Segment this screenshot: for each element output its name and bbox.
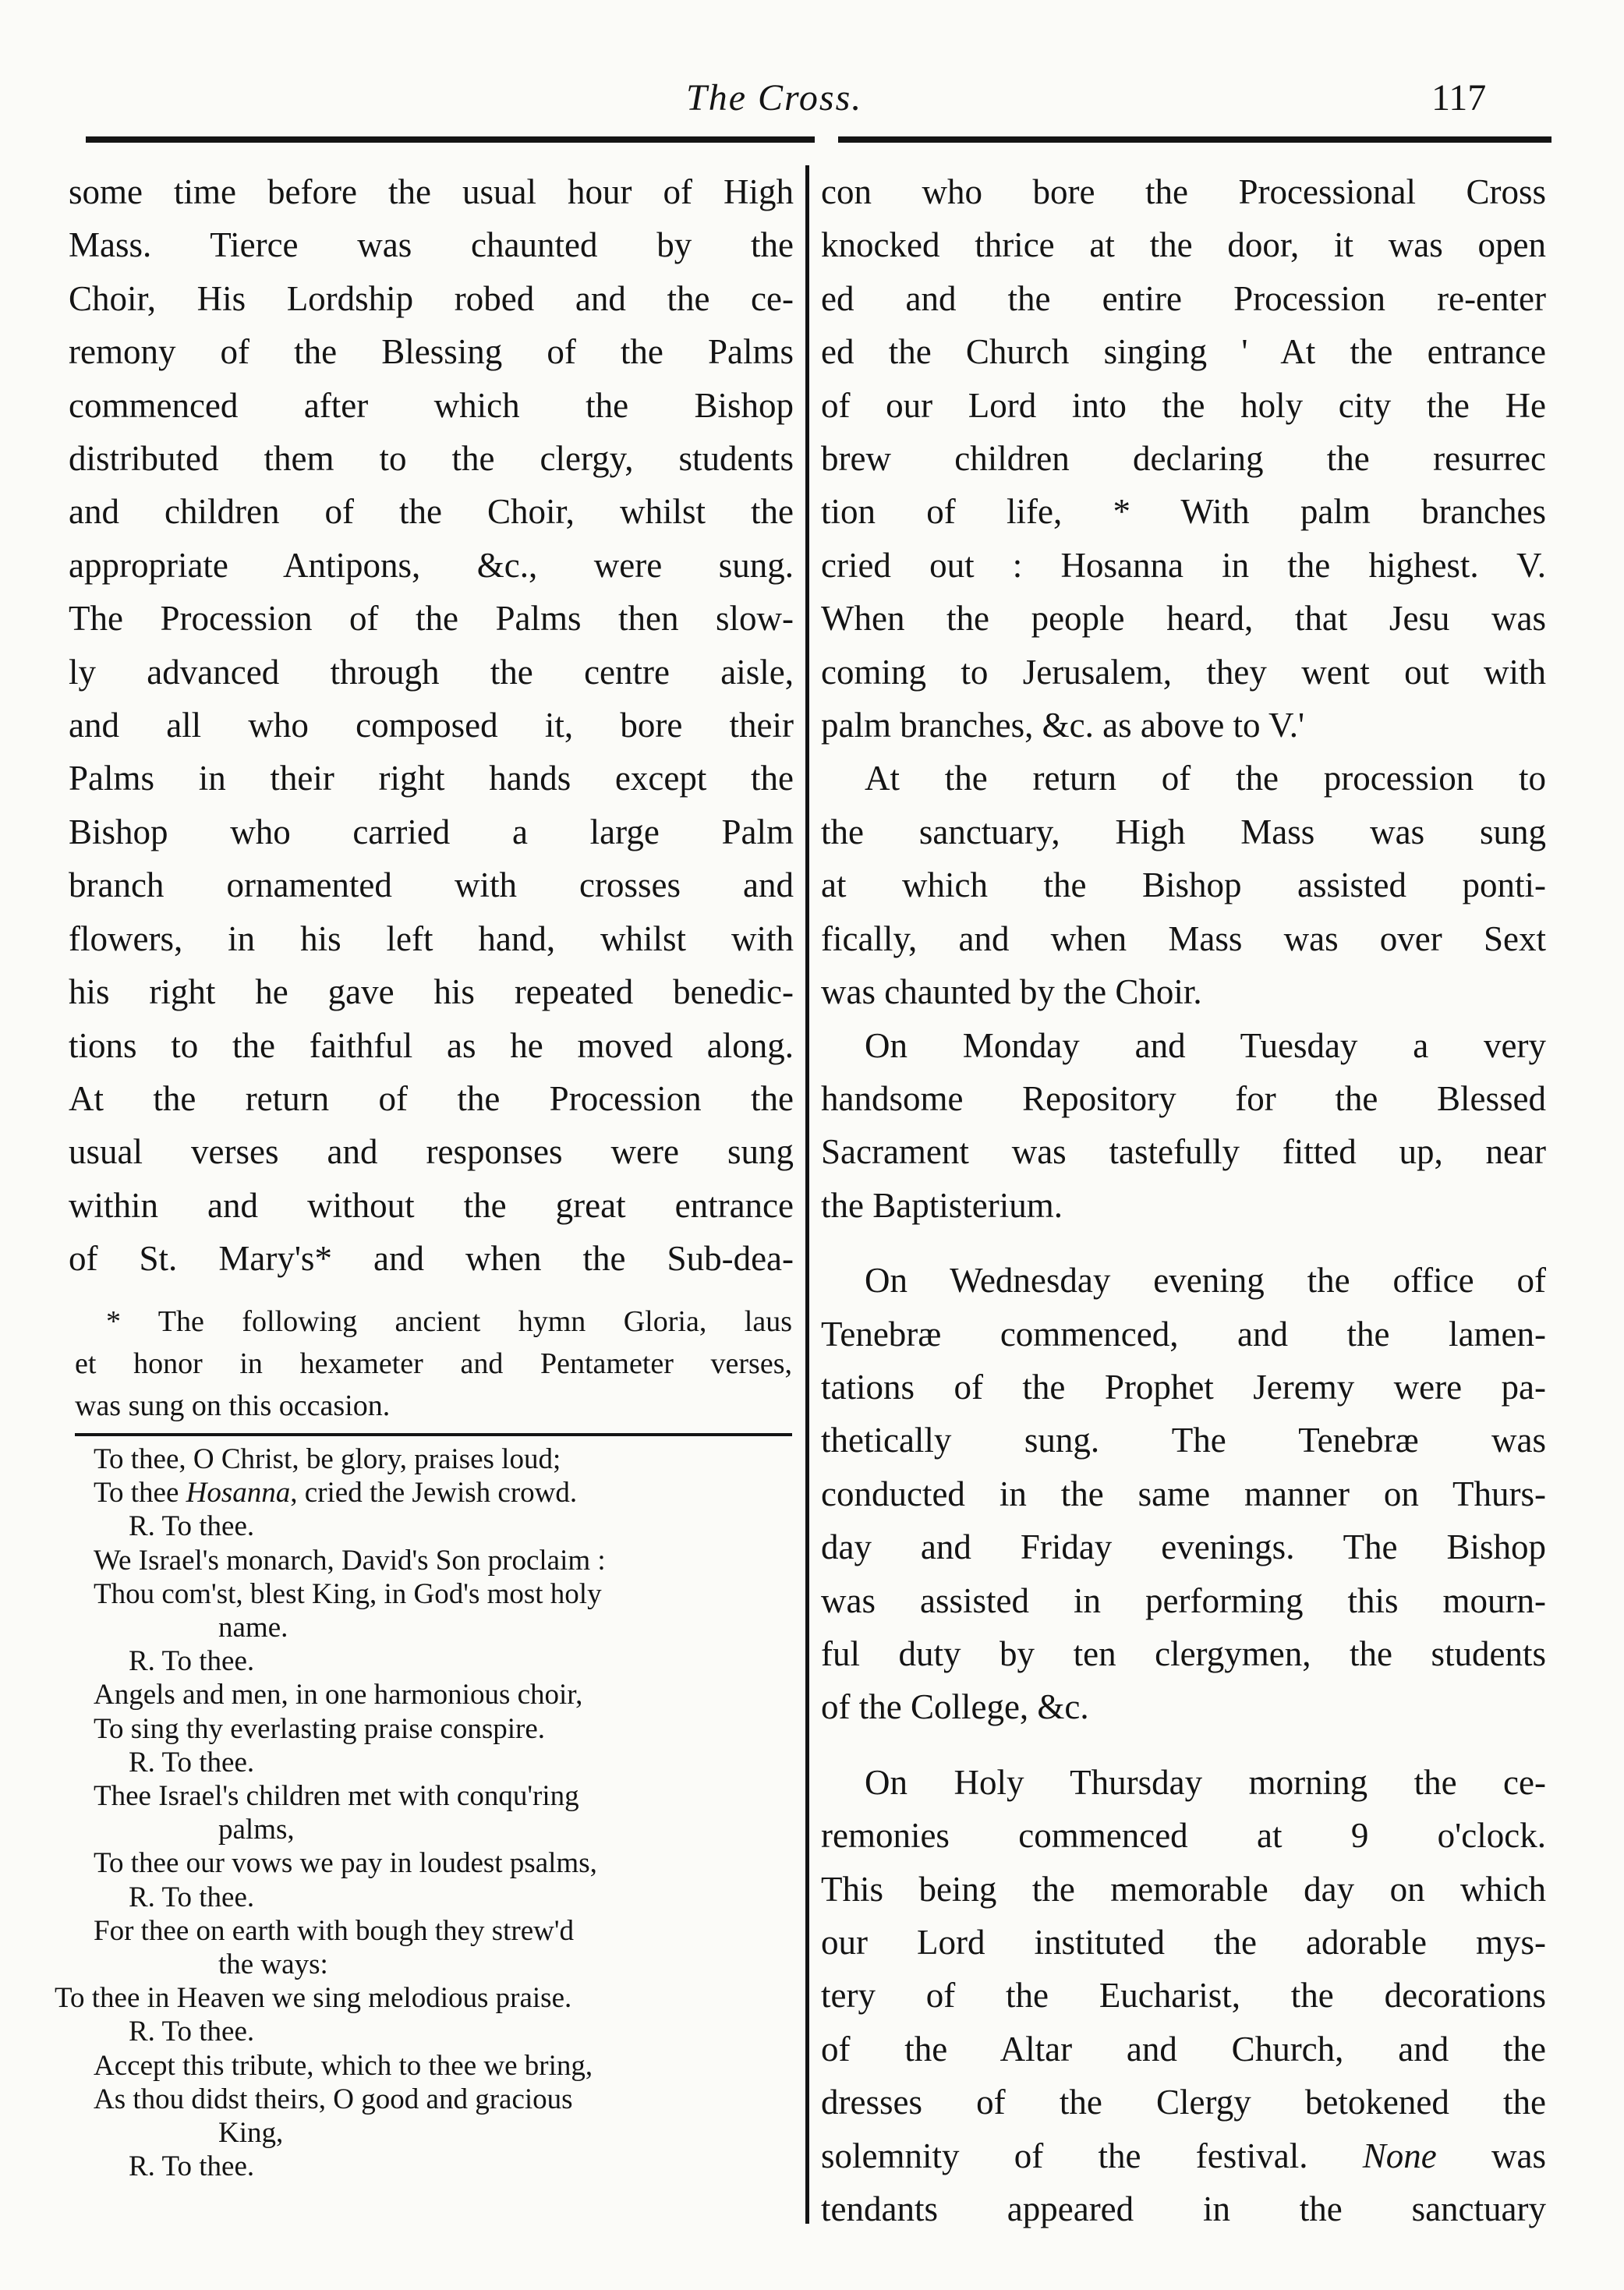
footnote-line: was sung on this occasion. xyxy=(75,1389,391,1422)
verse-line: To thee, O Christ, be glory, praises loud; xyxy=(94,1443,561,1475)
footnote-line: * The following ancient hymn Gloria, laus xyxy=(106,1305,792,1338)
paragraph-gap xyxy=(821,1734,1546,1756)
text-line: con who bore the Processional Cross xyxy=(821,172,1546,211)
column-divider xyxy=(805,165,809,2224)
text-line: cried out : Hosanna in the highest. V. xyxy=(821,545,1546,585)
footnote xyxy=(75,1301,792,1427)
paragraph-gap xyxy=(821,1232,1546,1254)
verse-line: palms, xyxy=(218,1814,295,1846)
verse-line: To sing thy everlasting praise conspire. xyxy=(94,1712,545,1745)
text-line: ful duty by ten clergymen, the students xyxy=(821,1633,1546,1673)
text-line: within and without the great entrance xyxy=(69,1185,794,1225)
text-line: tion of life, * With palm branches xyxy=(821,492,1546,532)
text-line: day and Friday evenings. The Bishop xyxy=(821,1527,1546,1567)
response-line: R. To thee. xyxy=(129,1746,255,1779)
text-line: the sanctuary, High Mass was sung xyxy=(821,812,1546,851)
text-line: solemnity of the festival. None was xyxy=(821,2136,1546,2175)
text-line: distributed them to the clergy, students xyxy=(69,439,794,479)
header-rule-gap xyxy=(815,126,838,148)
text-line: commenced after which the Bishop xyxy=(69,385,794,425)
text-line: of the College, &c. xyxy=(821,1687,1089,1727)
verse-line: To thee in Heaven we sing melodious praise. xyxy=(55,1982,572,2015)
text-line: was assisted in performing this mourn- xyxy=(821,1580,1546,1620)
footnote-rule xyxy=(75,1433,792,1436)
running-title: The Cross. xyxy=(686,77,863,119)
page-number: 117 xyxy=(1431,77,1487,119)
response-line: R. To thee. xyxy=(129,2150,255,2183)
text-line: At the return of the procession to xyxy=(865,759,1546,798)
text-line: ly advanced through the centre aisle, xyxy=(69,652,794,692)
text-line: branch ornamented with crosses and xyxy=(69,865,794,905)
response-line: R. To thee. xyxy=(129,1645,255,1678)
text-line: of St. Mary's* and when the Sub-dea- xyxy=(69,1239,794,1279)
text-line: Sacrament was tastefully fitted up, near xyxy=(821,1132,1546,1172)
text-line: usual verses and responses were sung xyxy=(69,1132,794,1172)
text-line: tendants appeared in the sanctuary xyxy=(821,2189,1546,2229)
text-line: Choir, His Lordship robed and the ce- xyxy=(69,278,794,318)
text-line: At the return of the Procession the xyxy=(69,1078,794,1118)
text-line: The Procession of the Palms then slow- xyxy=(69,599,794,639)
text-line: remony of the Blessing of the Palms xyxy=(69,332,794,372)
verse-line: Angels and men, in one harmonious choir, xyxy=(94,1679,583,1711)
text-line: handsome Repository for the Blessed xyxy=(821,1078,1546,1118)
left-column xyxy=(69,165,794,1286)
text-line: remonies commenced at 9 o'clock. xyxy=(821,1816,1546,1856)
text-line: This being the memorable day on which xyxy=(821,1869,1546,1909)
response-line: R. To thee. xyxy=(129,2016,255,2048)
text-line: palm branches, &c. as above to V.' xyxy=(821,706,1305,745)
verse-line: To thee our vows we pay in loudest psalms, xyxy=(94,1847,597,1880)
verse-line: We Israel's monarch, David's Son proclaim : xyxy=(94,1544,606,1577)
text-line: his right he gave his repeated benedic- xyxy=(69,972,794,1012)
text-line: of the Altar and Church, and the xyxy=(821,2029,1546,2069)
text-line: was chaunted by the Choir. xyxy=(821,972,1202,1012)
verse-line: For thee on earth with bough they strew'd xyxy=(94,1914,575,1947)
text-line: coming to Jerusalem, they went out with xyxy=(821,652,1546,692)
text-line: tations of the Prophet Jeremy were pa- xyxy=(821,1367,1546,1407)
hymn-translation xyxy=(55,1442,795,2183)
response-line: R. To thee. xyxy=(129,1881,255,1913)
verse-line: name. xyxy=(218,1612,288,1644)
text-line: our Lord instituted the adorable mys- xyxy=(821,1923,1546,1962)
text-line: appropriate Antipons, &c., were sung. xyxy=(69,545,794,585)
right-column xyxy=(821,165,1546,2235)
text-line: flowers, in his left hand, whilst with xyxy=(69,918,794,958)
response-line: R. To thee. xyxy=(129,1510,255,1543)
text-line: brew children declaring the resurrec xyxy=(821,439,1546,479)
text-line: of our Lord into the holy city the He xyxy=(821,385,1546,425)
text-line: Bishop who carried a large Palm xyxy=(69,812,794,851)
text-line: at which the Bishop assisted ponti- xyxy=(821,865,1546,905)
text-line: Palms in their right hands except the xyxy=(69,759,794,798)
text-line: dresses of the Clergy betokened the xyxy=(821,2083,1546,2122)
text-line: On Monday and Tuesday a very xyxy=(865,1025,1546,1065)
footnote-line: et honor in hexameter and Pentameter verses, xyxy=(75,1347,792,1380)
text-line: Mass. Tierce was chaunted by the xyxy=(69,225,794,265)
text-line: thetically sung. The Tenebræ was xyxy=(821,1421,1546,1460)
text-line: some time before the usual hour of High xyxy=(69,172,794,211)
text-line: the Baptisterium. xyxy=(821,1185,1063,1225)
text-line: ed and the entire Procession re-enter xyxy=(821,278,1546,318)
text-line: knocked thrice at the door, it was open xyxy=(821,225,1546,265)
text-line: conducted in the same manner on Thurs- xyxy=(821,1474,1546,1513)
verse-line: King, xyxy=(218,2117,284,2150)
text-line: ed the Church singing ' At the entrance xyxy=(821,332,1546,372)
text-line: tery of the Eucharist, the decorations xyxy=(821,1976,1546,2016)
verse-line: Thee Israel's children met with conqu'ring xyxy=(94,1780,579,1813)
text-line: fically, and when Mass was over Sext xyxy=(821,918,1546,958)
text-line: and children of the Choir, whilst the xyxy=(69,492,794,532)
text-line: On Wednesday evening the office of xyxy=(865,1261,1546,1301)
text-line: On Holy Thursday morning the ce- xyxy=(865,1762,1546,1802)
text-line: When the people heard, that Jesu was xyxy=(821,599,1546,639)
text-line: Tenebræ commenced, and the lamen- xyxy=(821,1314,1546,1354)
verse-line: As thou didst theirs, O good and gracious xyxy=(94,2083,573,2115)
text-line: tions to the faithful as he moved along. xyxy=(69,1025,794,1065)
verse-line: Thou com'st, blest King, in God's most holy xyxy=(94,1577,602,1610)
text-line: and all who composed it, bore their xyxy=(69,706,794,745)
verse-line: Accept this tribute, which to thee we bring, xyxy=(94,2049,593,2082)
verse-line: To thee Hosanna, cried the Jewish crowd. xyxy=(94,1477,578,1510)
verse-line: the ways: xyxy=(218,1948,328,1981)
